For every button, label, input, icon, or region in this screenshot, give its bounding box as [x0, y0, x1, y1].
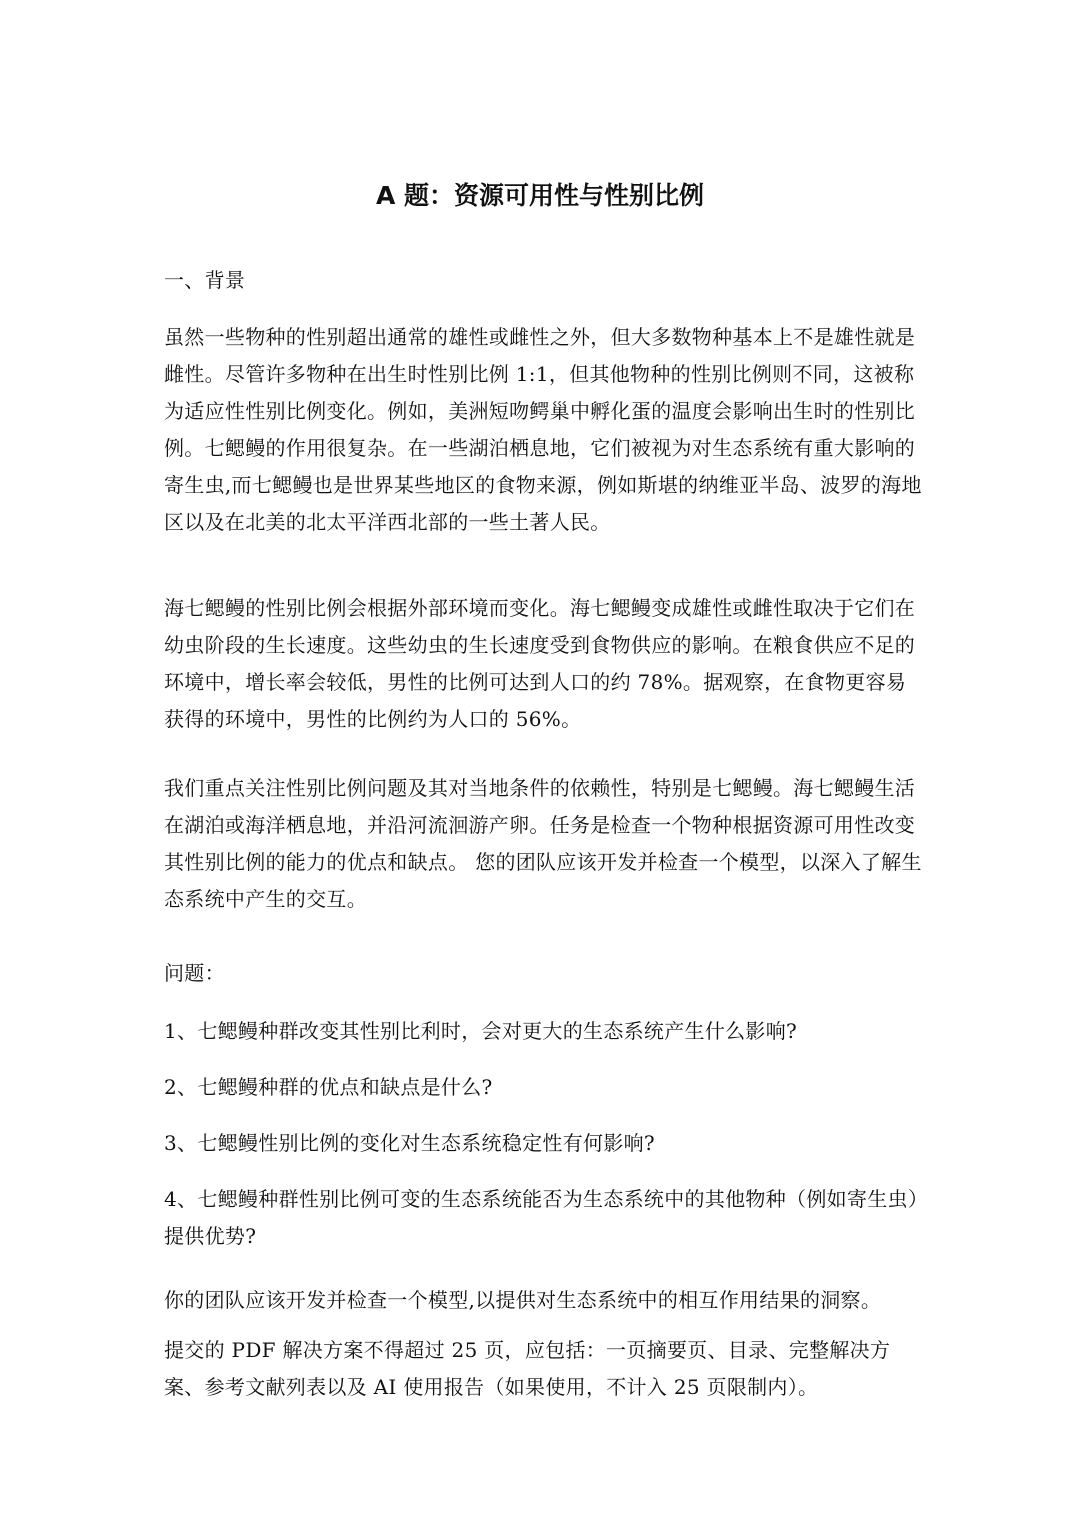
question-item-1: 1、七鳃鳗种群改变其性别比利时，会对更大的生态系统产生什么影响?	[164, 1019, 798, 1043]
question-item-3: 3、七鳃鳗性别比例的变化对生态系统稳定性有何影响?	[164, 1131, 655, 1155]
section-heading-background: 一、背景	[164, 268, 246, 292]
background-paragraph-3: 我们重点关注性别比例问题及其对当地条件的依赖性，特别是七鳃鳗。海七鳃鳗生活在湖泊或海洋栖息地，并沿河流洄游产卵。任务是检查一个物种根据资源可用性改变其性别比例的能力的优点和缺点。 您的团队应该开发并检查一个模型，以深入了解生态系统中产生的交互。	[164, 776, 922, 911]
background-paragraph-2: 海七鳃鳗的性别比例会根据外部环境而变化。海七鳃鳗变成雄性或雌性取决于它们在幼虫阶段的生长速度。这些幼虫的生长速度受到食物供应的影响。在粮食供应不足的环境中，增长率会较低，男性的比例可达到人口的约 78%。据观察，在食物更容易获得的环境中，男性的比例约为人口的 56%。	[164, 596, 916, 731]
closing-paragraph: 你的团队应该开发并检查一个模型,以提供对生态系统中的相互作用结果的洞察。	[164, 1288, 882, 1312]
question-item-2: 2、七鳃鳗种群的优点和缺点是什么?	[164, 1075, 493, 1099]
questions-label: 问题：	[164, 961, 225, 985]
document-title: A 题：资源可用性与性别比例	[375, 181, 705, 210]
question-item-4: 4、七鳃鳗种群性别比例可变的生态系统能否为生态系统中的其他物种（例如寄生虫）提供优势?	[164, 1187, 919, 1248]
background-paragraph-1: 虽然一些物种的性别超出通常的雄性或雌性之外，但大多数物种基本上不是雄性就是雌性。尽管许多物种在出生时性别比例 1:1，但其他物种的性别比例则不同，这被称为适应性性别比例变化。例如，美洲短吻鳄巢中孵化蛋的温度会影响出生时的性别比例。七鳃鳗的作用很复杂。在一些湖泊栖息地，它们被视为对生态系统有重大影响的寄生虫,而七鳃鳗也是世界某些地区的食物来源，例如斯堪的纳维亚半岛、波罗的海地区以及在北美的北太平洋西北部的一些土著人民。	[164, 325, 922, 534]
submission-note: 提交的 PDF 解决方案不得超过 25 页，应包括：一页摘要页、目录、完整解决方案、参考文献列表以及 AI 使用报告（如果使用，不计入 25 页限制内）。	[164, 1338, 891, 1399]
